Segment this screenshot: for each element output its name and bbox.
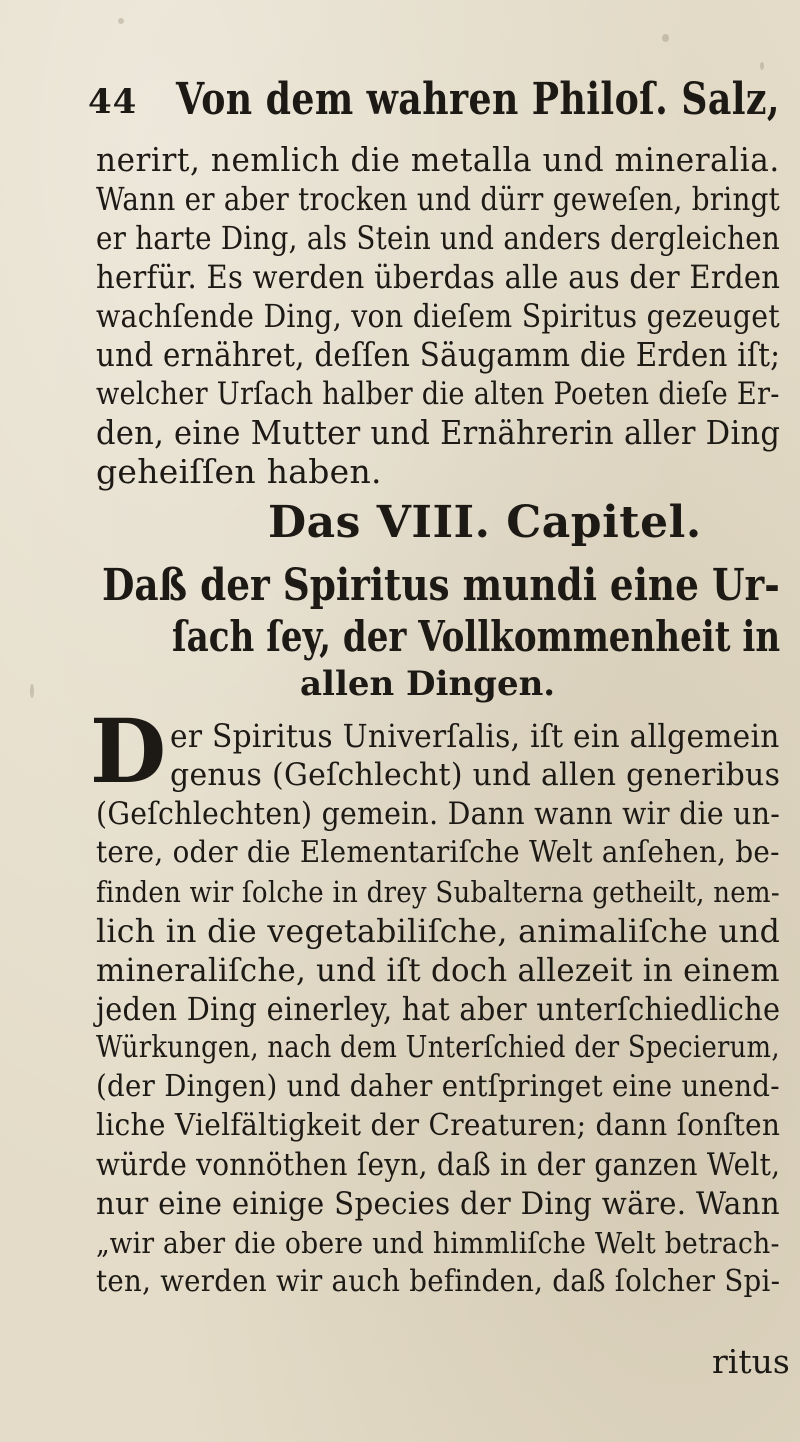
text-line: (der Dingen) und daher entſpringet eine unend- bbox=[96, 1069, 780, 1104]
paper-stain bbox=[118, 18, 124, 24]
paper-stain bbox=[662, 34, 669, 42]
chapter-title-line: ſach ſey, der Vollkommenheit in bbox=[172, 612, 781, 661]
text-line: tere, oder die Elementariſche Welt anſehen, be- bbox=[96, 835, 780, 870]
text-line: den, eine Mutter und Ernährerin aller Ding bbox=[96, 413, 781, 452]
text-line: Wann er aber trocken und dürr geweſen, bringt bbox=[96, 180, 781, 218]
text-line: lich in die vegetabiliſche, animaliſche und bbox=[96, 912, 781, 950]
text-line: genus (Geſchlecht) und allen generibus bbox=[170, 757, 781, 793]
text-line: finden wir ſolche in drey Subalterna getheilt, nem- bbox=[96, 875, 780, 909]
text-line: nur eine einige Species der Ding wäre. Wann bbox=[96, 1186, 780, 1222]
text-line: jeden Ding einerley, hat aber unterſchiedliche bbox=[96, 990, 781, 1028]
text-line: würde vonnöthen ſeyn, daß in der ganzen Welt, bbox=[96, 1147, 781, 1183]
text-line: liche Vielfältigkeit der Creaturen; dann ſonſten bbox=[96, 1108, 781, 1143]
text-line: er Spiritus Univerſalis, iſt ein allgemein bbox=[170, 717, 780, 755]
catchword: ritus bbox=[712, 1342, 790, 1381]
text-line: er harte Ding, als Stein und anders dergleichen bbox=[96, 219, 781, 257]
text-line: ten, werden wir auch befinden, daß ſolcher Spi- bbox=[96, 1264, 781, 1299]
text-line: welcher Urſach halber die alten Poeten dieſe Er- bbox=[96, 376, 780, 412]
chapter-title-line: Daß der Spiritus mundi eine Ur- bbox=[102, 560, 780, 611]
text-line: wachſende Ding, von dieſem Spiritus gezeuget bbox=[96, 297, 780, 335]
running-title: Von dem wahren Philoſ. Salz, bbox=[176, 74, 780, 125]
chapter-heading: Das VIII. Capitel. bbox=[268, 497, 702, 548]
paper-stain bbox=[760, 62, 764, 70]
text-line: nerirt, nemlich die metalla und mineralia. bbox=[96, 140, 780, 179]
drop-cap: D bbox=[89, 699, 167, 803]
text-line: mineraliſche, und iſt doch allezeit in einem bbox=[96, 951, 780, 989]
text-line: (Geſchlechten) gemein. Dann wann wir die un- bbox=[96, 796, 781, 832]
page-number: 44 bbox=[88, 82, 138, 122]
text-line: Würkungen, nach dem Unterſchied der Specierum, bbox=[96, 1030, 780, 1065]
text-line: „wir aber die obere und himmliſche Welt betrach- bbox=[96, 1226, 780, 1260]
chapter-title-line: allen Dingen. bbox=[300, 664, 556, 704]
page-header bbox=[88, 70, 780, 130]
text-line: geheiſſen haben. bbox=[96, 452, 382, 491]
text-line: herfür. Es werden überdas alle aus der Erden bbox=[96, 258, 781, 296]
text-line: und ernähret, deſſen Säugamm die Erden iſt; bbox=[96, 335, 781, 374]
paper-stain bbox=[30, 684, 34, 698]
